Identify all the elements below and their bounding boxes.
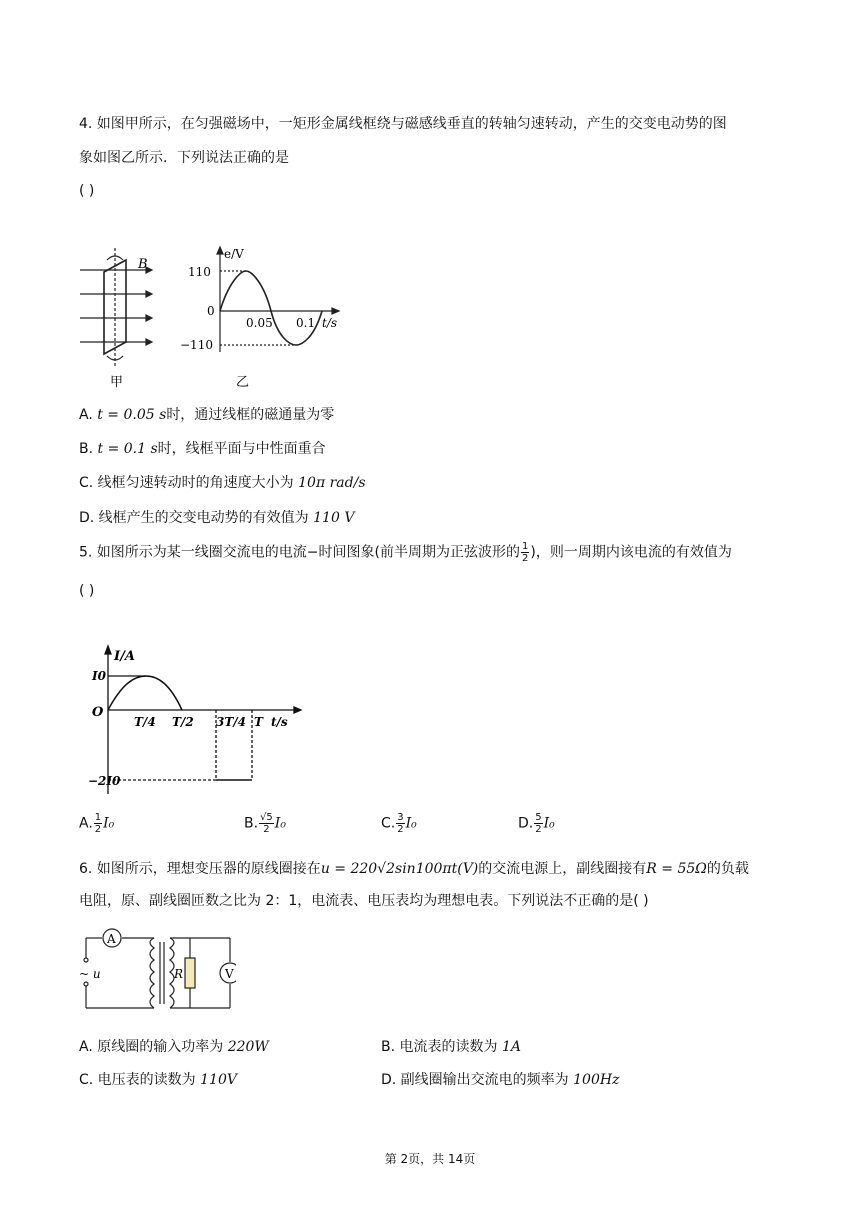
q5-figure	[88, 642, 310, 802]
q6-resistor-label: R	[174, 967, 184, 981]
q6-option-d: D. 副线圈输出交流电的频率为 100Hz	[381, 1072, 620, 1088]
q6-circuit-figure	[76, 920, 236, 1020]
q4-yi-x1: 0.05	[246, 316, 273, 330]
q4-yi-xlabel: t/s	[322, 316, 338, 330]
q5-stem-line1: 5. 如图所示为某一线圈交流电的电流−时间图象(前半周期为正弦波形的 $\frac{1}{2}$ )，则一周期内该电流的有效值为	[79, 541, 732, 564]
q6-option-b: B. 电流表的读数为 1A	[381, 1039, 521, 1055]
q4-yi-yzero: 0	[207, 304, 215, 318]
q5-origin: O	[92, 705, 104, 720]
q4-figure-yi	[176, 244, 346, 394]
q4-option-d: D. 线框产生的交变电动势的有效值为 110 V	[79, 510, 355, 526]
q5-I0-label: I0	[92, 669, 106, 683]
q5-stem-fraction: $\frac{1}{2}$	[522, 541, 529, 564]
q4-yi-x2: 0.1	[296, 316, 316, 330]
q5-answer-blank: ( )	[79, 583, 95, 599]
q4-answer-blank: ( )	[79, 183, 95, 199]
q5-half-sine	[108, 676, 182, 710]
q5-ylabel: I/A	[114, 649, 135, 664]
q5-option-d: D. $\frac{5}{2}$ I₀	[518, 812, 555, 835]
q4-yi-ylabel: e/V	[224, 247, 244, 261]
q4-yi-ybottom: −110	[180, 338, 213, 352]
q4-jia-caption: 甲	[110, 375, 124, 390]
q4-yi-ytop: 110	[188, 265, 211, 279]
q5-xlabel: t/s	[271, 715, 288, 729]
q4-stem-line2: 象如图乙所示．下列说法正确的是	[79, 150, 289, 166]
q5-t-half: T/2	[172, 715, 194, 729]
q5-option-c: C. $\frac{3}{2}$ I₀	[381, 812, 417, 835]
q4-stem-line1: 4. 如图甲所示，在匀强磁场中，一矩形金属线框绕与磁感线垂直的转轴匀速转动，产生的交变电动势的图	[79, 116, 727, 132]
q6-ammeter-label: A	[107, 932, 116, 946]
q6-option-c: C. 电压表的读数为 110V	[79, 1072, 237, 1088]
q4-yi-caption: 乙	[236, 375, 250, 390]
q6-stem-line1: 6. 如图所示，理想变压器的原线圈接在u = 220√2sin100πt(V)的交流电源上，副线圈接有R = 55Ω的负载	[79, 861, 749, 877]
q5-neg-label: −2I0	[88, 774, 121, 788]
q4-sine-curve	[220, 271, 322, 345]
q4-option-a: A. t = 0.05 s时，通过线框的磁通量为零	[79, 407, 335, 423]
q4-option-c: C. 线框匀速转动时的角速度大小为 10π rad/s	[79, 475, 366, 491]
page-footer: 第 2页，共 14页	[384, 1152, 476, 1166]
q5-option-b: B. $\frac{√5}{2}$ I₀	[244, 812, 286, 835]
q5-t-full: T	[254, 715, 263, 729]
q6-resistor	[185, 958, 195, 988]
q6-voltmeter-label: V	[225, 967, 234, 981]
q6-source-label: ~ u	[79, 967, 101, 981]
q4-option-b: B. t = 0.1 s时，线框平面与中性面重合	[79, 441, 326, 457]
q4-figure-jia	[74, 244, 164, 394]
q5-t-quarter: T/4	[134, 715, 156, 729]
q4-jia-B: B	[138, 257, 148, 272]
q5-t-3quarter: 3T/4	[216, 715, 247, 729]
q6-option-a: A. 原线圈的输入功率为 220W	[79, 1039, 269, 1055]
q6-stem-line2: 电阻，原、副线圈匝数之比为 2：1，电流表、电压表均为理想电表。下列说法不正确的是( )	[79, 893, 649, 909]
q5-option-a: A. $\frac{1}{2}$ I₀	[79, 812, 115, 835]
